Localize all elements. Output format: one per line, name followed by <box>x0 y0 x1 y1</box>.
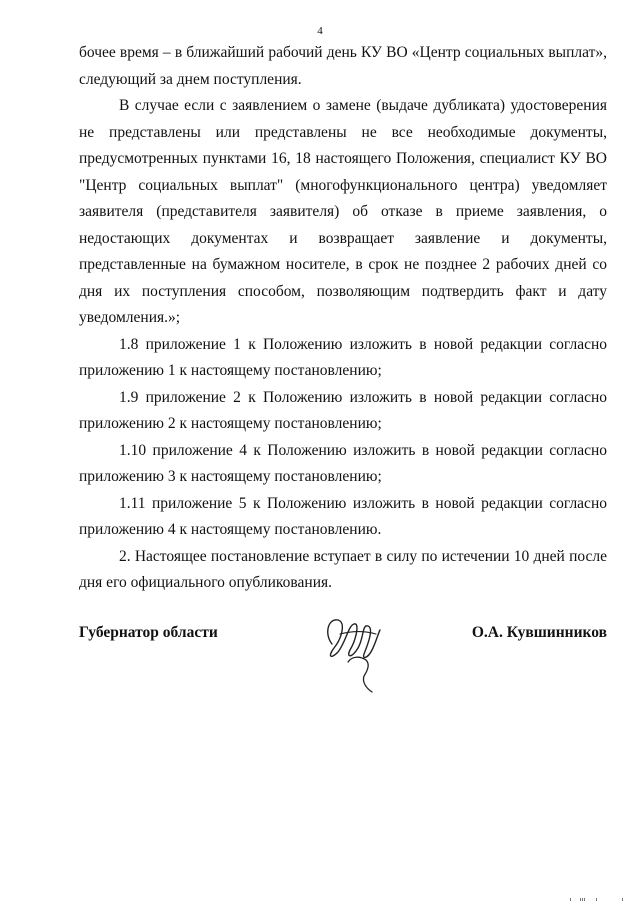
handwritten-signature <box>318 604 390 696</box>
paragraph-item-1-11: 1.11 приложение 5 к Положению изложить в новой редакции согласно приложению 4 к настоящему постановлению. <box>79 494 607 538</box>
paragraph-item-1-10: 1.10 приложение 4 к Положению изложить в новой редакции согласно приложению 3 к настоящему постановлению; <box>79 441 607 485</box>
paragraph-continuation: бочее время – в ближайший рабочий день КУ ВО «Центр социальных выплат», следующий за днем поступления. <box>79 44 607 88</box>
page-number: 4 <box>317 25 323 37</box>
paragraph-item-1-9: 1.9 приложение 2 к Положению изложить в новой редакции согласно приложению 2 к настоящему постановлению; <box>79 388 607 432</box>
signer-title: Губернатор области <box>79 624 218 641</box>
paragraph-item-1-8: 1.8 приложение 1 к Положению изложить в новой редакции согласно приложению 1 к настоящему постановлению; <box>79 335 607 379</box>
scan-marks <box>566 896 626 902</box>
document-body <box>79 40 607 597</box>
paragraph-refusal-notice: В случае если с заявлением о замене (выдаче дубликата) удостоверения не представлены или представлены не все необходимые документы, предусмотренных пунктами 16, 18 настоящего Положения, специалист КУ ВО "Центр социальных выплат" (многофункционального центра) уведомляет заявителя (представителя заявителя) об отказе в приеме заявления, о недостающих документах и возвращает заявление и документы, представленные на бумажном носителе, в срок не позднее 2 рабочих дней со дня их поступления способом, позволяющим подтвердить факт и дату уведомления.»; <box>79 97 607 326</box>
signer-name: О.А. Кувшинников <box>471 624 607 641</box>
paragraph-effective-date: 2. Настоящее постановление вступает в силу по истечении 10 дней после дня его официального опубликования. <box>79 547 607 591</box>
